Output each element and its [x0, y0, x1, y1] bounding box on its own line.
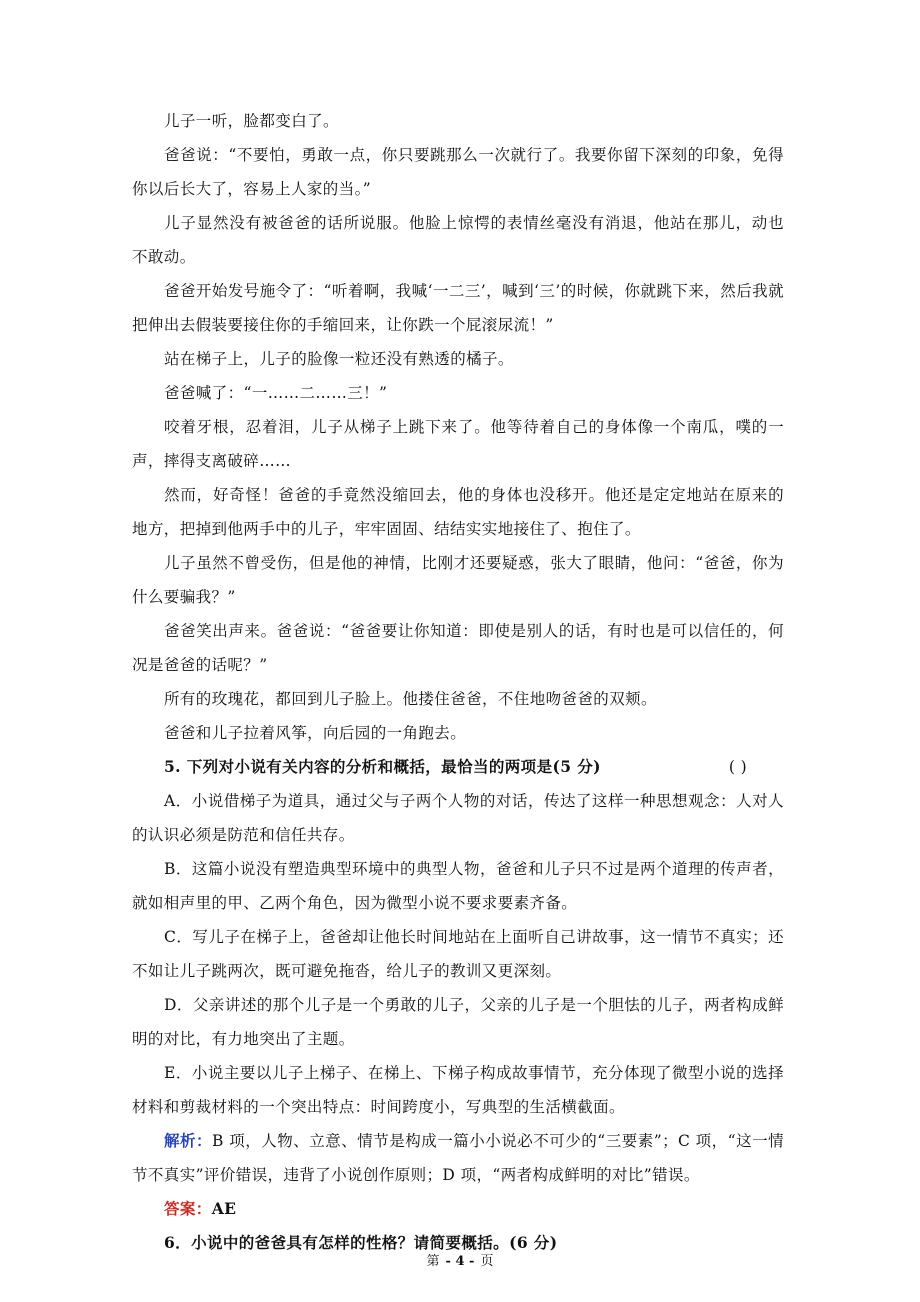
- question-5-text: 5. 下列对小说有关内容的分析和概括，最恰当的两项是(5 分): [164, 757, 601, 776]
- analysis-text: B 项，人物、立意、情节是构成一篇小小说必不可少的“三要素”；C 项，“这一情节不真实”评价错误，违背了小说创作原则；D 项，“两者构成鲜明的对比”错误。: [132, 1132, 784, 1184]
- story-paragraph: 站在梯子上，儿子的脸像一粒还没有熟透的橘子。: [164, 350, 514, 368]
- story-paragraph: 然而，好奇怪！爸爸的手竟然没缩回去，他的身体也没移开。他还是定定地站在原来的地方，把掉到他两手中的儿子，牢牢固固、结结实实地接住了、抱住了。: [132, 486, 784, 538]
- answer-text: AE: [211, 1199, 237, 1218]
- analysis-label: 解析：: [164, 1131, 213, 1150]
- option-c: C．写儿子在梯子上，爸爸却让他长时间地站在上面听自己讲故事，这一情节不真实；还不如让儿子跳两次，既可避免拖沓，给儿子的教训又更深刻。: [132, 928, 784, 980]
- analysis: [132, 1124, 784, 1192]
- option-e: E．小说主要以儿子上梯子、在梯上、下梯子构成故事情节，充分体现了微型小说的选择材料和剪裁材料的一个突出特点：时间跨度小，写典型的生活横截面。: [132, 1064, 784, 1116]
- option-a: A．小说借梯子为道具，通过父与子两个人物的对话，传达了这样一种思想观念：人对人的认识必须是防范和信任共存。: [132, 792, 784, 844]
- story-paragraph: 爸爸说：“不要怕，勇敢一点，你只要跳那么一次就行了。我要你留下深刻的印象，免得你以后长大了，容易上人家的当。”: [132, 146, 784, 198]
- story-paragraph: 爸爸喊了：“一……二……三！”: [164, 384, 388, 402]
- answer-label: 答案：: [164, 1199, 212, 1218]
- story-paragraph: 儿子一听，脸都变白了。: [164, 112, 339, 130]
- story-paragraph: 咬着牙根，忍着泪，儿子从梯子上跳下来了。他等待着自己的身体像一个南瓜，噗的一声，摔得支离破碎……: [132, 418, 784, 470]
- option-d: D．父亲讲述的那个儿子是一个勇敢的儿子，父亲的儿子是一个胆怯的儿子，两者构成鲜明的对比，有力地突出了主题。: [132, 996, 784, 1048]
- story-paragraph: 爸爸笑出声来。爸爸说：“爸爸要让你知道：即使是别人的话，有时也是可以信任的，何况是爸爸的话呢？”: [132, 622, 784, 674]
- footer-suffix: 页: [480, 1254, 494, 1269]
- page-number: - 4 -: [445, 1254, 475, 1269]
- question-5: [132, 750, 784, 784]
- footer-prefix: 第: [426, 1254, 440, 1269]
- story-paragraph: 所有的玫瑰花，都回到儿子脸上。他搂住爸爸，不住地吻爸爸的双颊。: [164, 690, 657, 708]
- option-b: B．这篇小说没有塑造典型环境中的典型人物，爸爸和儿子只不过是两个道理的传声者，就如相声里的甲、乙两个角色，因为微型小说不要求要素齐备。: [132, 860, 784, 912]
- question-6: 6．小说中的爸爸具有怎样的性格？请简要概括。(6 分): [164, 1233, 558, 1252]
- answer: [132, 1192, 784, 1226]
- story-paragraph: 爸爸开始发号施令了：“听着啊，我喊‘一二三’，喊到‘三’的时候，你就跳下来，然后我就把伸出去假装要接住你的手缩回来，让你跌一个屁滚尿流！”: [132, 282, 784, 334]
- story-paragraph: 儿子显然没有被爸爸的话所说服。他脸上惊愕的表情丝毫没有消退，他站在那儿，动也不敢动。: [132, 214, 784, 266]
- story-paragraph: 儿子虽然不曾受伤，但是他的神情，比刚才还要疑惑，张大了眼睛，他问：“爸爸，你为什么要骗我？”: [132, 554, 784, 606]
- page-footer: [0, 1250, 920, 1269]
- document-page: [132, 104, 784, 1260]
- answer-blank: ( ): [728, 758, 748, 776]
- story-paragraph: 爸爸和儿子拉着风筝，向后园的一角跑去。: [164, 724, 467, 742]
